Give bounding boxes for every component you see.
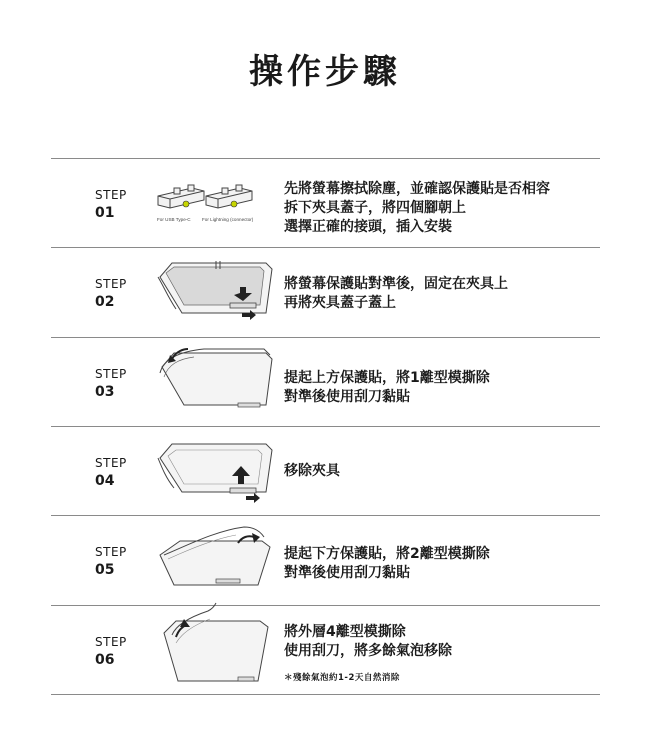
step-instructions <box>284 275 600 313</box>
caption-lightning: For Lightning (connector) <box>202 217 254 222</box>
instruction-line: 對準後使用刮刀黏貼 <box>284 389 410 405</box>
step-number: 05 <box>95 562 115 578</box>
step-06 <box>51 605 600 694</box>
step-word: STEP <box>95 456 127 470</box>
step-word: STEP <box>95 188 127 202</box>
step-05 <box>51 515 600 604</box>
step-label <box>95 277 127 311</box>
step-word: STEP <box>95 545 127 559</box>
instruction-line: 使用刮刀，將多餘氣泡移除 <box>284 643 452 659</box>
instruction-line: 移除夾具 <box>284 463 340 479</box>
instruction-line: 拆下夾具蓋子，將四個腳朝上 <box>284 200 466 216</box>
page-title: 操作步驟 <box>249 52 401 92</box>
step-number: 02 <box>95 294 115 310</box>
caption-usb-c: For USB Type-C <box>157 217 191 222</box>
step-number: 03 <box>95 384 115 400</box>
step-instructions <box>284 623 600 688</box>
step-label <box>95 635 127 669</box>
instruction-line: 提起上方保護貼，將1離型模撕除 <box>284 370 490 386</box>
step-label <box>95 367 127 401</box>
instruction-line: 選擇正確的接頭，插入安裝 <box>284 219 452 235</box>
instruction-line: 先將螢幕擦拭除塵，並確認保護貼是否相容 <box>284 181 550 197</box>
step-word: STEP <box>95 367 127 381</box>
step-word: STEP <box>95 277 127 291</box>
step-instructions <box>284 369 600 407</box>
step-word: STEP <box>95 635 127 649</box>
instruction-line: 提起下方保護貼，將2離型模撕除 <box>284 546 490 562</box>
step-number: 04 <box>95 473 115 489</box>
instruction-line: 再將夾具蓋子蓋上 <box>284 295 396 311</box>
step-instructions <box>284 462 600 481</box>
step-03 <box>51 337 600 426</box>
step-number: 06 <box>95 652 115 668</box>
step-instructions <box>284 545 600 583</box>
instruction-line: 將螢幕保護貼對準後，固定在夾具上 <box>284 276 508 292</box>
step-label <box>95 188 127 222</box>
step-02 <box>51 247 600 336</box>
instruction-line: 將外層4離型模撕除 <box>284 624 406 640</box>
step-01 <box>51 158 600 247</box>
divider <box>51 694 600 695</box>
step-number: 01 <box>95 205 115 221</box>
step-label <box>95 545 127 579</box>
step-label <box>95 456 127 490</box>
step-04 <box>51 426 600 515</box>
step-instructions <box>284 180 600 237</box>
footnote: ＊殘餘氣泡約1-2天自然消除 <box>284 673 400 683</box>
instruction-line: 對準後使用刮刀黏貼 <box>284 565 410 581</box>
